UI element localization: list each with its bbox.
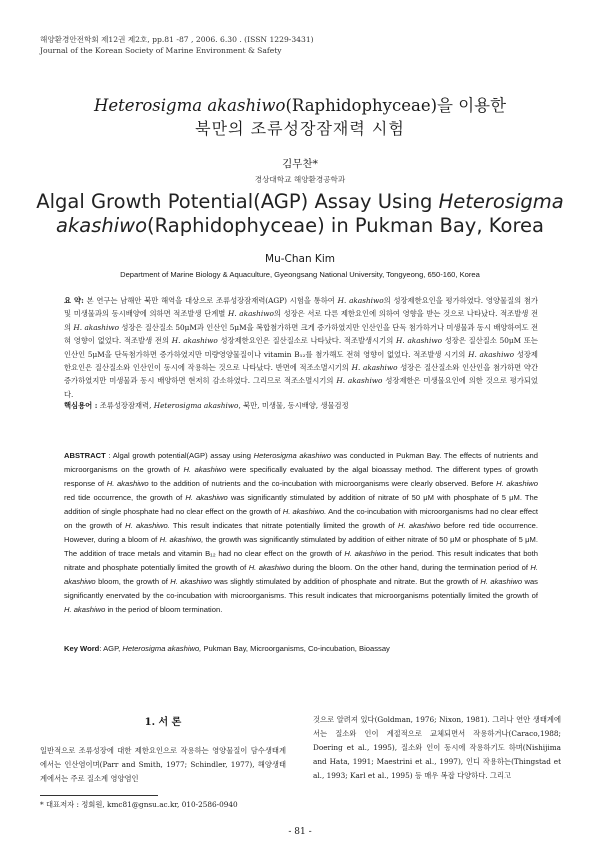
footnote-rule: [40, 795, 158, 796]
affiliation-korean: 경상대학교 해양환경공학과: [254, 175, 346, 184]
keywords-english: Key Word: AGP, Heterosigma akashiwo, Pukman Bay, Microorganisms, Co-incubation, Bioassay: [64, 644, 390, 653]
author-english: Mu-Chan Kim: [265, 253, 335, 265]
journal-citation: 해양환경안전학회 제12권 제2호, pp.81 -87 , 2006. 6.30 . (ISSN 1229-3431): [40, 35, 314, 44]
body-column-left: 일반적으로 조류성장에 대한 제한요인으로 작용하는 영양물질이 담수생태계에서는 인산염이며(Parr and Smith, 1977; Schindler, 1977), 해양생태계에서는 주로 질소계 영양염인: [40, 746, 286, 783]
page-number: - 81 -: [288, 827, 312, 837]
korean-title-line1: Heterosigma akashiwo(Raphidophyceae)을 이용한: [93, 96, 507, 115]
abstract-korean: 요 약: 본 연구는 남해안 북만 해역을 대상으로 조류성장잠재력(AGP) 시험을 통하여 H. akashiwo의 성장제한요인을 평가하였다. 영양물질의 첨가 및 미생물과의 동시배양에 의하면 적조발생 단계별 H. akashiwo의 성장은 서로 다른 제한요인에 의하여 영향을 받는 것으로 나타났다. 적조발생 전의 H. akashiwo 성장은 질산질소 50μM과 인산인 5μM을 복합첨가하면 크게 증가하였지만 인산인을 단독 첨가하거나 미생물과 동시 배양하여도 전혀 영향이 없었다. 적조발생 전의 H. akashiwo 성장제한요인은 질산질소로 나타났다. 적조발생시기의 H. akashiwo 성장은 질산질소 50μM 또는 인산인 5μM을 단독첨가하면 증가하였지만 미량영양물질이나 vitamin B₁₂를 첨가해도 전혀 영향이 없었다. 적조발생 시기의 H. akashiwo 성장제한요인은 질산질소와 인산인이 동시에 작용하는 것으로 나타났다. 반면에 적조소멸시기의 H. akashiwo 성장은 질산질소와 인산인을 첨가하면 약간 증가하였지만 미생물과 동시 배양하면 현저히 감소하였다. 그리므로 적조소멸시기의 H. akashiwo 성장제한은 미생물요인에 의한 것으로 평가되었다.: [64, 296, 539, 399]
abstract-english: ABSTRACT : Algal growth potential(AGP) assay using Heterosigma akashiwo was conducted in Pukman Bay. The effects of nutrients and microorganisms on the growth of H. akashiwo were specifically evaluated by the algal bioassay method. The different types of growth response of H. akashiwo to the addition of nutrients and the co-incubation with microorganisms were clearly observed. Before H. akashiwo red tide occurrence, the growth of H. akashiwo was significantly stimulated by addition of nitrate of 50 μM with phosphate of 5 μM. The addition of single phosphate had no clear effect on the growth of H. akashiwo. And the co-incubation with microorganisms had no clear effect on the growth of H. akashiwo. This result indicates that nitrate potentially limited the growth of H. akashiwo before red tide occurrence. However, during a bloom of H. akashiwo, the growth was significantly stimulated by addition of either nitrate of 50 μM or phosphate of 5 μM. The addition of trace metals and vitamin B₁₂ had no clear effect on the growth of H. akashiwo in the period. This result indicates that both nitrate and phosphate potentially limited the growth of H. akashiwo during the bloom. On the other hand, during the termination period of H. akashiwo bloom, the growth of H. akashiwo was slightly stimulated by addition of phosphate and nitrate. But the growth of H. akashiwo was significantly enervated by the co-incubation with microorganisms. This result indicates that microorganisms potentially limited the growth of H. akashiwo in the period of bloom termination.: [64, 451, 539, 614]
author-korean: 김무찬*: [282, 158, 318, 170]
section-heading-introduction: 1. 서 론: [144, 717, 182, 728]
journal-header: [40, 34, 314, 56]
affiliation-english: Department of Marine Biology & Aquaculture, Gyeongsang National University, Tongyeong, 650-160, Korea: [120, 270, 480, 279]
journal-name: Journal of the Korean Society of Marine Environment & Safety: [40, 46, 282, 55]
keywords-korean: 핵심용어 : 조류성장잠재력, Heterosigma akashiwo, 북만, 미생물, 동시배양, 생물검정: [64, 401, 349, 410]
footnote: * 대표저자 : 정회원, kmc81@gnsu.ac.kr, 010-2586-0940: [40, 800, 238, 809]
english-title-line1: Algal Growth Potential(AGP) Assay Using Heterosigma: [36, 190, 564, 213]
korean-title-line2: 북만의 조류성장잠재력 시험: [195, 119, 405, 138]
english-title-line2: akashiwo(Raphidophyceae) in Pukman Bay, Korea: [56, 214, 544, 237]
title-species: Heterosigma akashiwo: [93, 96, 286, 115]
body-column-right: 것으로 알려져 있다(Goldman, 1976; Nixon, 1981). 그러나 연안 생태계에서는 질소와 인이 계절적으로 교체되면서 작용하거나(Caraco,1988; Doering et al., 1995), 질소와 인이 동시에 작용하기도 하며(Nishijima and Hata, 1991; Maestrini et al., 1997), 인디 작용하는(Thingstad et al., 1993; Karl et al., 1995) 등 매우 복잡 다양하다. 그리고: [313, 715, 561, 780]
